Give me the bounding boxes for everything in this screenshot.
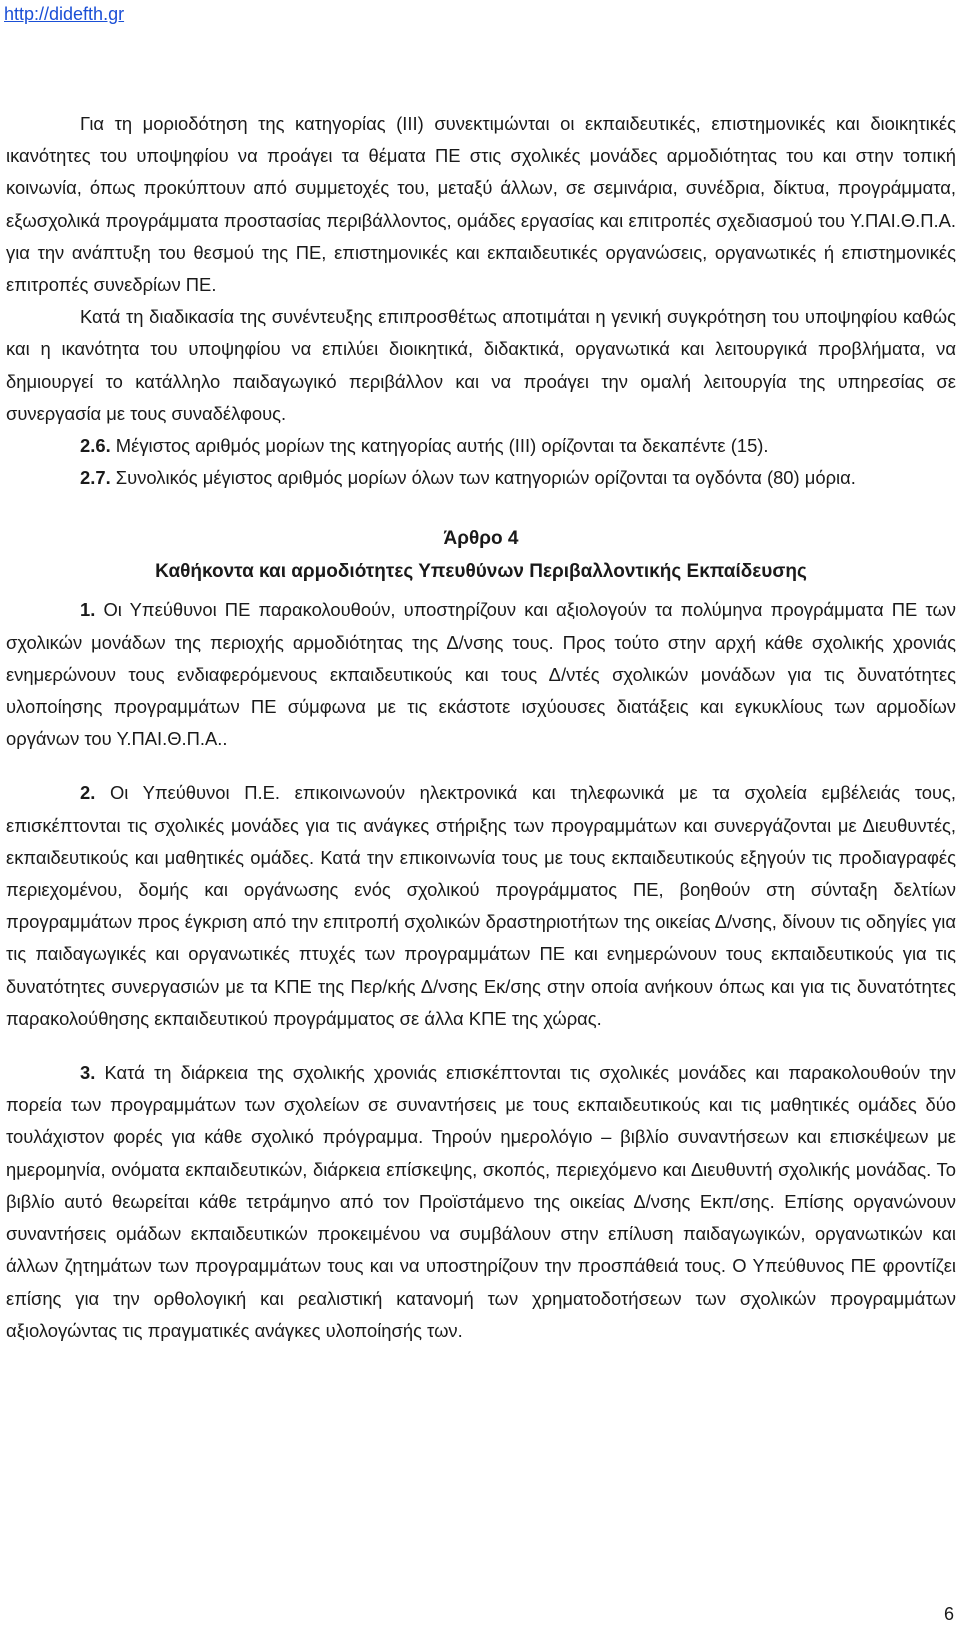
item-2-6-text: Μέγιστος αριθμός μορίων της κατηγορίας αυτής (ΙΙΙ) ορίζονται τα δεκαπέντε (15). bbox=[110, 435, 769, 457]
article-subtitle: Καθήκοντα και αρμοδιότητες Υπευθύνων Περιβαλλοντικής Εκπαίδευσης bbox=[155, 561, 807, 583]
document-body bbox=[6, 108, 956, 1347]
page-number: 6 bbox=[943, 1604, 954, 1624]
article-item-3-number: 3. bbox=[80, 1062, 96, 1084]
article-item-3-text: Κατά τη διάρκεια της σχολικής χρονιάς επισκέπτονται τις σχολικές μονάδες και παρακολουθούν την πορεία των προγραμμάτων των σχολείων σε συναντήσεις με τους εκπαιδευτικούς και τις μαθητικές ομάδες δύο τουλάχιστον φορές για κάθε σχολικό πρόγραμμα. Τηρούν ημερολόγιο – βιβλίο συναντήσεων και επισκέψεων με ημερομηνία, ονόματα εκπαιδευτικών, διάρκεια επίσκεψης, σκοπός, περιεχόμενο και Διευθυντή σχολικής μονάδας. Το βιβλίο αυτό θεωρείται κάθε τετράμηνο από τον Προϊστάμενο της οικείας Δ/νσης Εκπ/σης. Επίσης οργανώνουν συναντήσεις ομάδων εκπαιδευτικών προκειμένου να συμβάλουν στην επίλυση παιδαγωγικών, οργανωτικών και άλλων ζητημάτων των προγραμμάτων τους και να υποστηρίζουν την προσπάθειά τους. Ο Υπεύθυνος ΠΕ φροντίζει επίσης για την ορθολογική και ρεαλιστική κατανομή των χρηματοδοτήσεων των σχολικών προγραμμάτων αξιολογώντας τις πραγματικές ανάγκες υλοποίησής των. bbox=[6, 1062, 956, 1341]
item-2-6 bbox=[6, 430, 956, 462]
article-item-2 bbox=[6, 777, 956, 1035]
paragraph-interview: Κατά τη διαδικασία της συνέντευξης επιπροσθέτως αποτιμάται η γενική συγκρότηση του υποψηφίου καθώς και η ικανότητα του υποψηφίου να επιλύει διοικητικά, διδακτικά, οργανωτικά και λειτουργικά προβλήματα, να δημιουργεί το κατάλληλο παιδαγωγικό περιβάλλον και να προάγει την ομαλή λειτουργία της υπηρεσίας σε συνεργασία με τους συναδέλφους. bbox=[6, 306, 956, 424]
article-item-1 bbox=[6, 594, 956, 755]
article-item-1-number: 1. bbox=[80, 599, 96, 621]
paragraph-category-3-scoring: Για τη μοριοδότηση της κατηγορίας (ΙΙΙ) συνεκτιμώνται οι εκπαιδευτικές, επιστημονικές και διοικητικές ικανότητες του υποψηφίου να προάγει τα θέματα ΠΕ στις σχολικές μονάδες αρμοδιότητας του και στην τοπική κοινωνία, όπως προκύπτουν από συμμετοχές του, μεταξύ άλλων, σε σεμινάρια, συνέδρια, δίκτυα, προγράμματα, εξωσχολικά προγράμματα προστασίας περιβάλλοντος, ομάδες εργασίας και επιτροπές σχεδιασμού του Υ.ΠΑΙ.Θ.Π.Α. για την ανάπτυξη του θεσμού της ΠΕ, επιστημονικές και εκπαιδευτικές οργανώσεις, οργανωτικές ή επιστημονικές επιτροπές συνεδρίων ΠΕ. bbox=[6, 113, 956, 296]
article-item-3 bbox=[6, 1057, 956, 1347]
site-link[interactable]: http://didefth.gr bbox=[4, 4, 125, 24]
article-item-2-text: Οι Υπεύθυνοι Π.Ε. επικοινωνούν ηλεκτρονικά και τηλεφωνικά με τα σχολεία εμβέλειάς τους, επισκέπτονται τις σχολικές μονάδες για τις ανάγκες στήριξης των προγραμμάτων και συνεργάζονται με Διευθυντές, εκπαιδευτικούς και μαθητικές ομάδες. Κατά την επικοινωνία τους με τους εκπαιδευτικούς εξηγούν τις προδιαγραφές περιεχομένου, δομής και οργάνωσης ενός σχολικού προγράμματος ΠΕ, βοηθούν στη σύνταξη δελτίων προγραμμάτων προς έγκριση από την επιτροπή σχολικών δραστηριοτήτων της οικείας Δ/νσης, δίνουν τις οδηγίες για τις παιδαγωγικές και οργανωτικές πτυχές των προγραμμάτων ΠΕ και ενημερώνουν τους εκπαιδευτικούς για τις δυνατότητες συνεργασιών με τα ΚΠΕ της Περ/κής Δ/νσης Εκ/σης στην οποία ανήκουν όπως και για τις δυνατότητες παρακολούθησης εκπαιδευτικού προγράμματος σε άλλα ΚΠΕ της χώρας. bbox=[6, 782, 956, 1029]
item-2-7-number: 2.7. bbox=[80, 467, 111, 489]
article-item-2-number: 2. bbox=[80, 782, 96, 804]
article-title: Άρθρο 4 bbox=[443, 528, 519, 550]
article-item-1-text: Οι Υπεύθυνοι ΠΕ παρακολουθούν, υποστηρίζουν και αξιολογούν τα πολύμηνα προγράμματα ΠΕ των σχολικών μονάδων της περιοχής αρμοδιότητας της Δ/νσης τους. Προς τούτο στην αρχή κάθε σχολικής χρονιάς ενημερώνουν τους ενδιαφερόμενους εκπαιδευτικούς και τους Δ/ντές σχολικών μονάδων για τις δυνατότητες υλοποίησης προγραμμάτων ΠΕ σύμφωνα με τις εκάστοτε ισχύουσες διατάξεις και εγκυκλίους των αρμοδίων οργάνων του Υ.ΠΑΙ.Θ.Π.Α.. bbox=[6, 599, 956, 750]
item-2-7-text: Συνολικός μέγιστος αριθμός μορίων όλων των κατηγοριών ορίζονται τα ογδόντα (80) μόρια. bbox=[110, 467, 856, 489]
item-2-7 bbox=[6, 462, 956, 494]
item-2-6-number: 2.6. bbox=[80, 435, 111, 457]
